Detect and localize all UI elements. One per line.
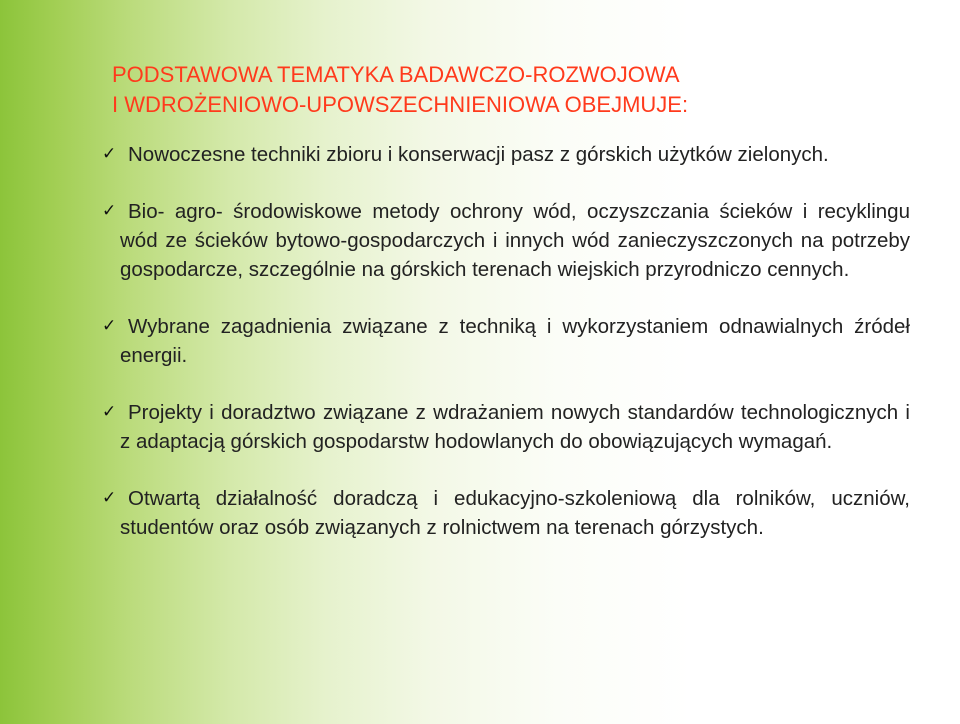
checkmark-icon: ✓ bbox=[102, 488, 117, 508]
list-item bbox=[102, 484, 910, 542]
slide-title-line-2: I WDROŻENIOWO-UPOWSZECHNIENIOWA OBEJMUJE: bbox=[112, 92, 689, 117]
list-item-text: Projekty i doradztwo związane z wdrażaniem nowych standardów technologicznych i z adaptacją górskich gospodarstw hodowlanych do obowiązujących wymagań. bbox=[120, 401, 910, 453]
checkmark-icon: ✓ bbox=[102, 201, 117, 221]
list-item-text: Nowoczesne techniki zbioru i konserwacji pasz z górskich użytków zielonych. bbox=[128, 143, 829, 166]
list-item-text: Wybrane zagadnienia związane z techniką i wykorzystaniem odnawialnych źródeł energii. bbox=[120, 315, 910, 367]
list-item bbox=[102, 312, 910, 370]
topic-list bbox=[102, 140, 910, 542]
slide-title-line-1: PODSTAWOWA TEMATYKA BADAWCZO-ROZWOJOWA bbox=[112, 62, 680, 87]
checkmark-icon: ✓ bbox=[102, 316, 117, 336]
checkmark-icon: ✓ bbox=[102, 144, 117, 164]
list-item-text: Otwartą działalność doradczą i edukacyjno-szkoleniową dla rolników, uczniów, studentów oraz osób związanych z rolnictwem na terenach górzystych. bbox=[120, 487, 910, 539]
list-item-text: Bio- agro- środowiskowe metody ochrony wód, oczyszczania ścieków i recyklingu wód ze ścieków bytowo-gospodarczych i innych wód zanieczyszczonych na potrzeby gospodarcze, szczególnie na górskich terenach wiejskich przyrodniczo cennych. bbox=[120, 200, 910, 281]
checkmark-icon: ✓ bbox=[102, 402, 117, 422]
slide-title bbox=[112, 60, 932, 120]
list-item bbox=[102, 140, 910, 169]
list-item bbox=[102, 398, 910, 456]
list-item bbox=[102, 197, 910, 284]
